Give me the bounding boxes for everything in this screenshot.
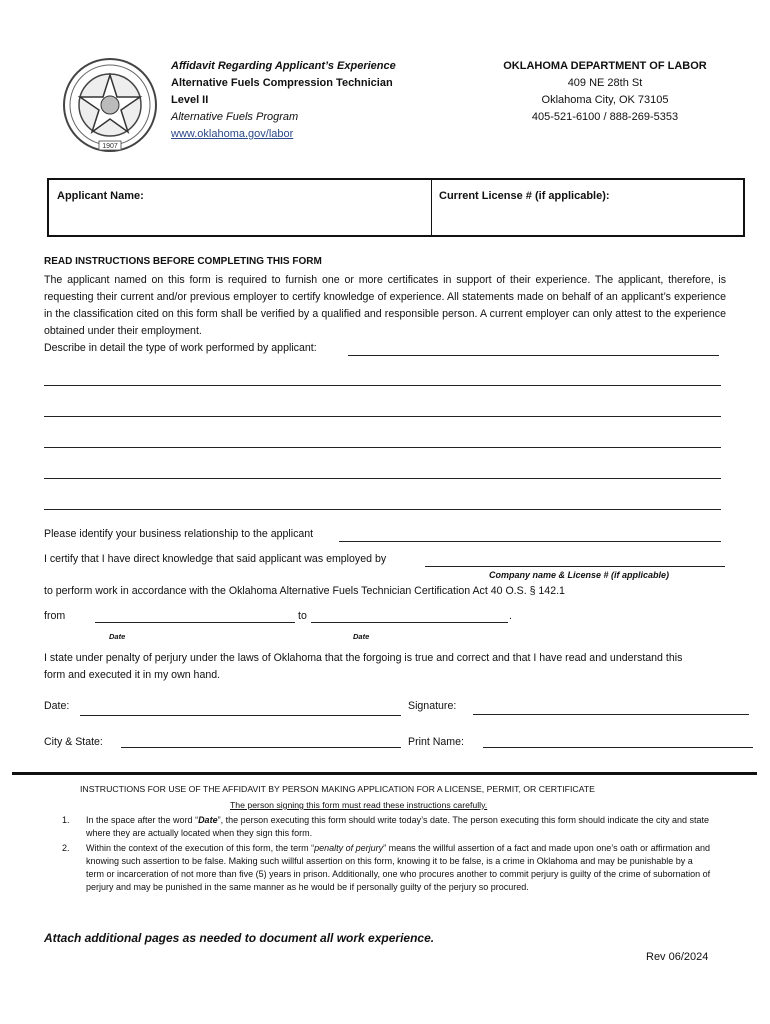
- org-address-1: 409 NE 28th St: [567, 77, 643, 89]
- seal-year: 1907: [102, 143, 118, 150]
- describe-line-1[interactable]: [44, 385, 721, 386]
- instruction-item: [62, 842, 712, 894]
- intro-paragraph: The applicant named on this form is required to furnish one or more certificates in support of their experience. The applicant, therefore, is requesting their current and/or previous employer to certify knowledge of experience. All statements made on behalf of an applicant’s experience in the classification cited on this form shall be verified by a qualified and responsible person. A current employer can only attest to the experience obtained under their employment.: [44, 274, 726, 337]
- act-text: to perform work in accordance with the Oklahoma Alternative Fuels Technician Certification Act 40 O.S. § 142.1: [44, 585, 565, 597]
- relationship-prompt: Please identify your business relationship to the applicant: [44, 528, 314, 540]
- header-left: [171, 58, 396, 143]
- signature-field[interactable]: [473, 714, 749, 715]
- website-link[interactable]: www.oklahoma.gov/labor: [171, 128, 294, 140]
- org-name: OKLAHOMA DEPARTMENT OF LABOR: [503, 60, 707, 72]
- instructions-heading: READ INSTRUCTIONS BEFORE COMPLETING THIS FORM: [44, 256, 322, 267]
- applicant-name-label: Applicant Name:: [57, 190, 144, 202]
- perjury-statement: I state under penalty of perjury under the laws of Oklahoma that the forgoing is true and correct and that I have read and understand this form and executed it in my own hand.: [44, 652, 683, 681]
- to-date-field[interactable]: [311, 622, 508, 623]
- instruction-item: [62, 814, 712, 840]
- print-name-label: Print Name:: [408, 736, 464, 748]
- from-label: from: [44, 610, 66, 622]
- instructions-title: INSTRUCTIONS FOR USE OF THE AFFIDAVIT BY PERSON MAKING APPLICATION FOR A LICENSE, PERMIT, OR CERTIFICATE: [80, 784, 595, 794]
- attach-note: Attach additional pages as needed to document all work experience.: [44, 931, 435, 945]
- revision-date: Rev 06/2024: [646, 951, 709, 963]
- org-phone: 405-521-6100 / 888-269-5353: [531, 111, 679, 123]
- describe-line-2[interactable]: [44, 416, 721, 417]
- from-date-field[interactable]: [95, 622, 295, 623]
- applicant-name-field[interactable]: [169, 186, 424, 226]
- company-caption: Company name & License # (if applicable): [489, 570, 670, 580]
- relationship-field-line[interactable]: [339, 541, 721, 542]
- form-title: Affidavit Regarding Applicant’s Experience: [171, 60, 396, 72]
- describe-line-4[interactable]: [44, 478, 721, 479]
- instruction-text: In the space after the word “Date”, the person executing this form should write today’s date. The person executing this form should indicate the city and state where they are actually located when they sign this form.: [86, 815, 710, 838]
- state-seal-icon: [62, 57, 158, 153]
- describe-line-5[interactable]: [44, 509, 721, 510]
- instruction-number: 2.: [62, 843, 70, 853]
- period-mark: .: [509, 610, 512, 622]
- signature-label: Signature:: [408, 700, 457, 712]
- print-name-field[interactable]: [483, 747, 753, 748]
- instructions-list: [62, 814, 712, 894]
- describe-line-3[interactable]: [44, 447, 721, 448]
- instruction-number: 1.: [62, 815, 70, 825]
- box-divider: [431, 180, 432, 235]
- date-label: Date:: [44, 700, 70, 712]
- city-state-label: City & State:: [44, 736, 103, 748]
- describe-prompt: Describe in detail the type of work performed by applicant:: [44, 342, 317, 354]
- city-state-field[interactable]: [121, 747, 401, 748]
- to-date-caption: Date: [353, 632, 370, 641]
- section-divider: [12, 772, 757, 775]
- to-label: to: [298, 610, 307, 622]
- employer-field-line[interactable]: [425, 566, 725, 567]
- from-date-caption: Date: [109, 632, 126, 641]
- applicant-info-box: [47, 178, 745, 237]
- form-level: Level II: [171, 94, 209, 106]
- program-name: Alternative Fuels Program: [171, 111, 299, 123]
- form-subtitle: Alternative Fuels Compression Technician: [171, 77, 393, 89]
- date-field[interactable]: [80, 715, 401, 716]
- org-address-2: Oklahoma City, OK 73105: [541, 94, 669, 106]
- instruction-text: Within the context of the execution of this form, the term “penalty of perjury” means the willful assertion of a fact and made upon one’s oath or affirmation and knowing such assertion to be false. Making such willful assertion on this form, knowing it to be false, is a crime in Oklahoma and may be punishable by a term or incarceration of not more than five (5) years in prison. Additionally, one who procures another to commit perjury is guilty of the crime of subornation of perjury and may be punished in the same manner as he would be if personally guilty of the perjury so procured.: [86, 843, 711, 892]
- certify-prompt: I certify that I have direct knowledge that said applicant was employed by: [44, 553, 387, 565]
- license-field[interactable]: [619, 186, 737, 226]
- header-right: [455, 58, 755, 126]
- license-label: Current License # (if applicable):: [439, 190, 610, 202]
- describe-field-line[interactable]: [348, 355, 719, 356]
- instructions-subtitle: The person signing this form must read these instructions carefully.: [230, 800, 488, 810]
